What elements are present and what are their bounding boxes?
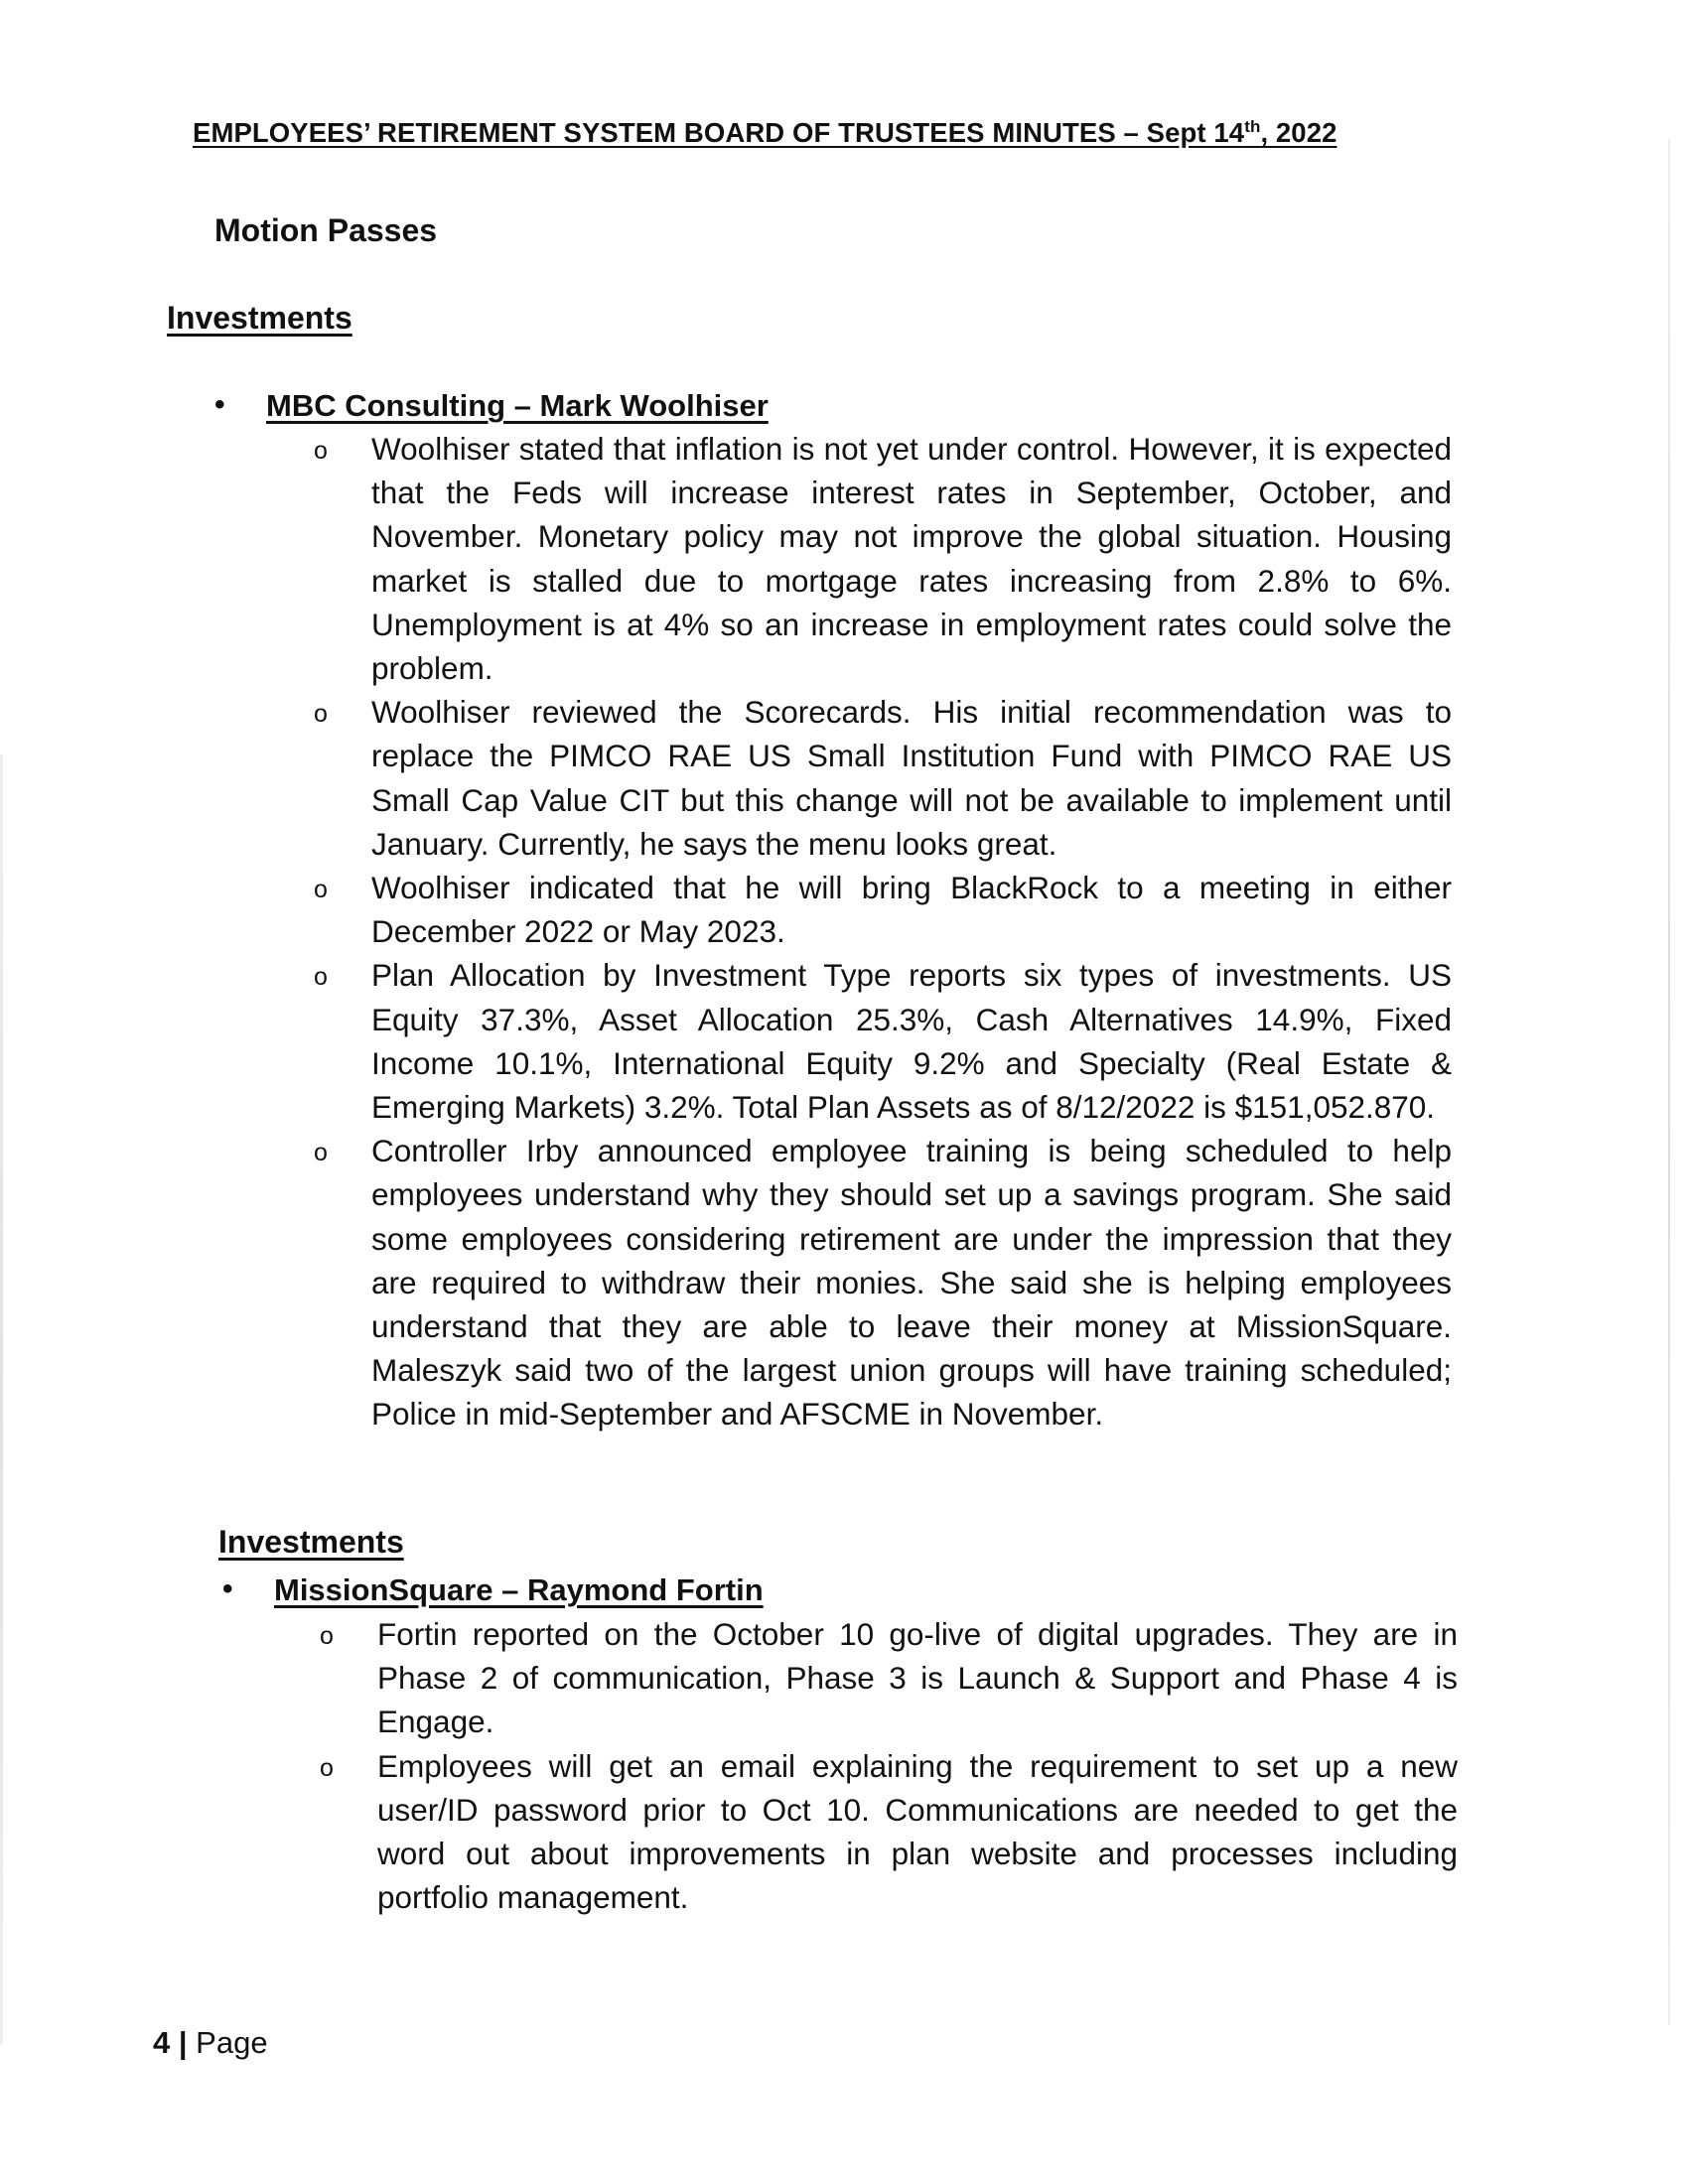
- section-heading-investments: Investments: [167, 300, 352, 336]
- circle-bullet-icon: o: [320, 1753, 334, 1782]
- footer-separator: |: [170, 2025, 197, 2060]
- circle-bullet-icon: o: [314, 876, 328, 904]
- page-footer: [153, 2025, 268, 2061]
- header-year: , 2022: [1260, 117, 1337, 149]
- list-item: [314, 866, 1452, 953]
- header-superscript: th: [1244, 117, 1261, 136]
- document-header: [193, 117, 1337, 149]
- list-item-text: Woolhiser stated that inflation is not yet under control. However, it is expected that the Feds will increase interest rates in September, October, and November. Monetary policy may not improve the global situation. Housing market is stalled due to mortgage rates increasing from 2.8% to 6%. Unemployment is at 4% so an increase in employment rates could solve the problem.: [371, 431, 1452, 687]
- list-item-text: Plan Allocation by Investment Type reports six types of investments. US Equity 37.3%, Asset Allocation 25.3%, Cash Alternatives 14.9%, Fixed Income 10.1%, International Equity 9.2% and Specialty (Real Estate & Emerging Markets) 3.2%. Total Plan Assets as of 8/12/2022 is $151,052.870.: [371, 957, 1452, 1126]
- list-item: [314, 427, 1452, 690]
- list-item-text: Woolhiser indicated that he will bring BlackRock to a meeting in either December 2022 or May 2023.: [371, 870, 1452, 950]
- page-label: Page: [196, 2025, 268, 2060]
- list-item-text: Fortin reported on the October 10 go-live of digital upgrades. They are in Phase 2 of communication, Phase 3 is Launch & Support and Phase 4 is Engage.: [377, 1616, 1458, 1740]
- list-item-text: Controller Irby announced employee training is being scheduled to help employees understand why they should set up a savings program. She said some employees considering retirement are under the impression that they are required to withdraw their monies. She said she is helping employees understand that they are able to leave their money at MissionSquare. Maleszyk said two of the largest union groups will have training scheduled; Police in mid-September and AFSCME in November.: [371, 1133, 1452, 1433]
- bullet-icon: •: [214, 388, 225, 421]
- circle-bullet-icon: o: [314, 437, 328, 465]
- header-title: EMPLOYEES’ RETIREMENT SYSTEM BOARD OF TRUSTEES MINUTES – Sept 14: [193, 117, 1245, 149]
- sublist-missionsquare: [320, 1612, 1458, 1919]
- bullet-title: MBC Consulting – Mark Woolhiser: [266, 388, 769, 423]
- circle-bullet-icon: o: [320, 1622, 334, 1650]
- page-number: 4: [153, 2025, 171, 2060]
- bullet-icon: •: [222, 1572, 233, 1605]
- motion-passes-text: Motion Passes: [214, 212, 438, 248]
- scan-edge: [0, 754, 3, 2045]
- section-heading-investments: Investments: [218, 1524, 404, 1560]
- list-item-text: Woolhiser reviewed the Scorecards. His initial recommendation was to replace the PIMCO RAE US Small Institution Fund with PIMCO RAE US Small Cap Value CIT but this change will not be available to implement until January. Currently, he says the menu looks great.: [371, 694, 1452, 862]
- bullet-title: MissionSquare – Raymond Fortin: [274, 1572, 764, 1607]
- circle-bullet-icon: o: [314, 700, 328, 729]
- circle-bullet-icon: o: [314, 963, 328, 992]
- list-item: [320, 1612, 1458, 1744]
- sublist-mbc: [314, 427, 1452, 1436]
- list-item: [314, 690, 1452, 866]
- list-item: [314, 953, 1452, 1129]
- list-item: [320, 1744, 1458, 1920]
- scan-edge: [1668, 139, 1670, 2025]
- list-item-text: Employees will get an email explaining the requirement to set up a new user/ID password prior to Oct 10. Communications are needed to get the word out about improvements in plan website and processes including portfolio management.: [377, 1747, 1458, 1916]
- list-item: [314, 1129, 1452, 1435]
- circle-bullet-icon: o: [314, 1139, 328, 1167]
